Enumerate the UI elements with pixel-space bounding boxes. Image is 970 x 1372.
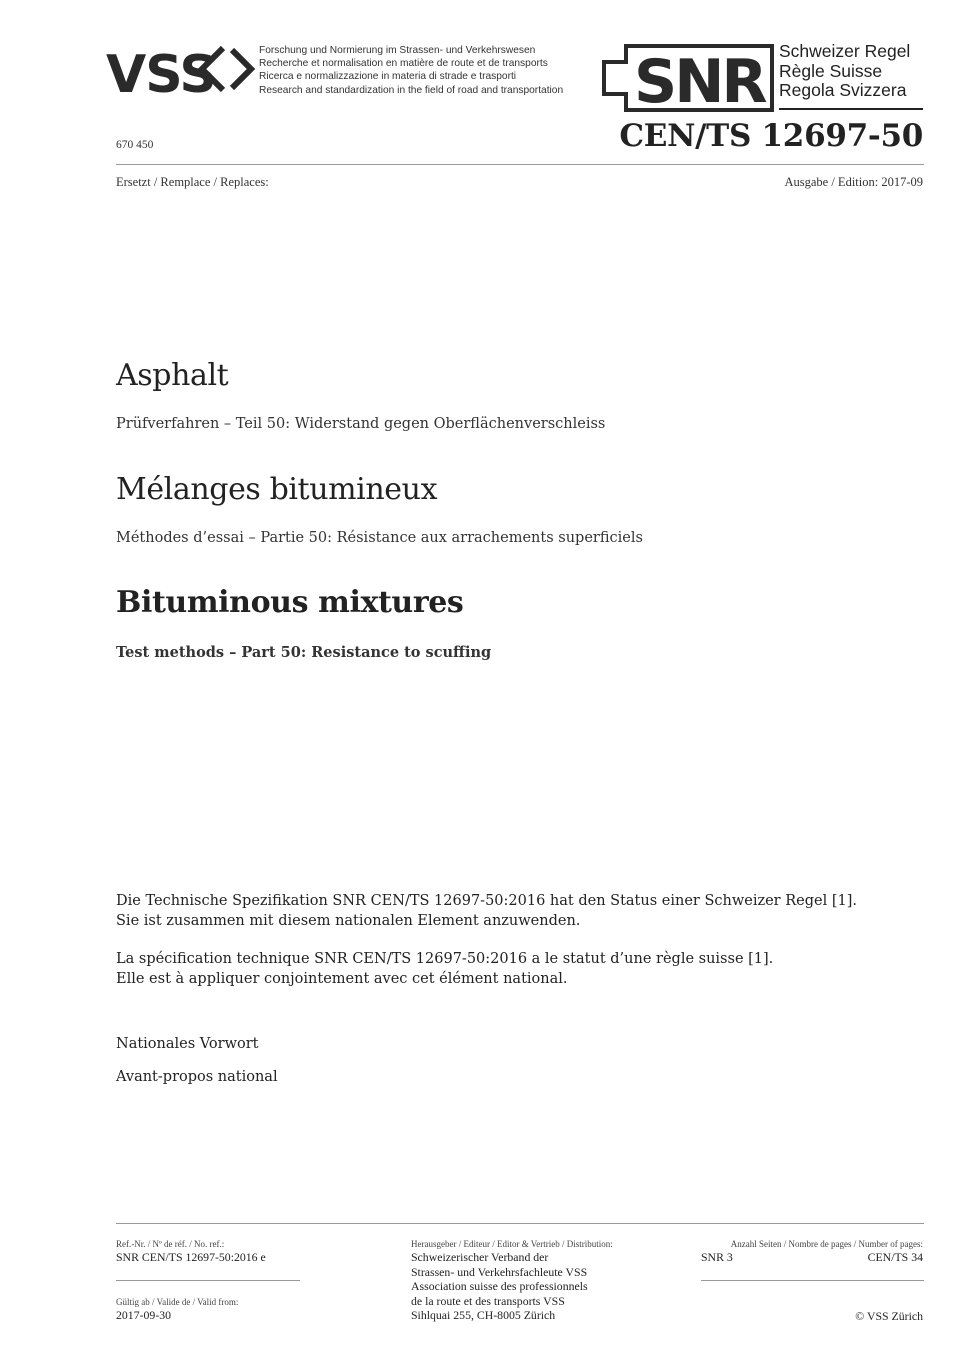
title-french: Mélanges bitumineux	[116, 472, 438, 507]
subtitle-english: Test methods – Part 50: Resistance to scuffing	[116, 644, 492, 661]
publisher-line-3: Association suisse des professionnels	[411, 1279, 588, 1293]
snr-underline	[779, 108, 923, 110]
pages-snr-value: SNR 3	[701, 1250, 733, 1264]
publisher-line-4: de la route et des transports VSS	[411, 1293, 565, 1308]
snr-line-fr: Règle Suisse	[779, 60, 883, 81]
tagline-de: Forschung und Normierung im Strassen- und Verkehrswesen	[259, 45, 536, 56]
snr-logo-text: SNR	[634, 47, 765, 112]
subtitle-french: Méthodes d’essai – Partie 50: Résistance aux arrachements superficiels	[116, 530, 643, 546]
status-fr-line-1: La spécification technique SNR CEN/TS 12697-50:2016 a le statut d’une règle suisse [1].	[116, 951, 774, 967]
status-paragraph-french	[116, 950, 773, 989]
reference-label: Ref.-Nr. / Nº de réf. / No. ref.:	[116, 1239, 225, 1249]
vss-logo	[106, 42, 256, 98]
snr-line-it: Regola Svizzera	[779, 80, 907, 100]
reference-divider	[116, 1280, 300, 1281]
publisher-address	[411, 1250, 588, 1323]
doc-number: 670 450	[116, 139, 154, 151]
snr-logo	[602, 44, 777, 112]
header-divider	[116, 164, 924, 165]
title-english: Bituminous mixtures	[116, 585, 464, 620]
tagline-it: Ricerca e normalizzazione in materia di strade e trasporti	[259, 71, 517, 83]
edition-label: Ausgabe / Edition: 2017-09	[784, 175, 923, 189]
chevron-right-icon	[232, 50, 251, 88]
subtitle-german: Prüfverfahren – Teil 50: Widerstand gegen Oberflächenverschleiss	[116, 416, 606, 432]
status-de-line-1: Die Technische Spezifikation SNR CEN/TS 12697-50:2016 hat den Status einer Schweizer Regel [1].	[116, 893, 857, 909]
tagline-fr: Recherche et normalisation en matière de route et de transports	[259, 58, 548, 70]
snr-line-de: Schweizer Regel	[779, 41, 911, 61]
footer-divider	[116, 1223, 924, 1224]
status-paragraph-german	[116, 892, 857, 931]
replaces-label: Ersetzt / Remplace / Replaces:	[116, 175, 269, 189]
reference-value: SNR CEN/TS 12697-50:2016 e	[116, 1250, 266, 1264]
national-foreword-french: Avant-propos national	[116, 1069, 278, 1085]
pages-divider	[701, 1280, 924, 1281]
valid-from-label: Gültig ab / Valide de / Valid from:	[116, 1297, 239, 1307]
publisher-label: Herausgeber / Editeur / Editor & Vertrieb / Distribution:	[411, 1239, 613, 1249]
vss-tagline	[259, 44, 563, 97]
valid-from-value: 2017-09-30	[116, 1308, 172, 1322]
title-german: Asphalt	[116, 358, 229, 393]
publisher-line-2: Strassen- und Verkehrsfachleute VSS	[411, 1264, 588, 1279]
national-foreword-german: Nationales Vorwort	[116, 1036, 259, 1052]
pages-label: Anzahl Seiten / Nombre de pages / Number of pages:	[730, 1239, 923, 1249]
publisher-line-1: Schweizerischer Verband der	[411, 1250, 549, 1264]
snr-rule-type	[779, 42, 910, 101]
tagline-en: Research and standardization in the field of road and transportation	[259, 84, 564, 96]
vss-logo-text: VSS	[106, 45, 216, 98]
copyright-notice: © VSS Zürich	[855, 1309, 923, 1323]
pages-cen-value: CEN/TS 34	[867, 1250, 923, 1264]
publisher-line-5: Sihlquai 255, CH-8005 Zürich	[411, 1308, 556, 1322]
status-fr-line-2: Elle est à appliquer conjointement avec cet élément national.	[116, 970, 568, 987]
status-de-line-2: Sie ist zusammen mit diesem nationalen Element anzuwenden.	[116, 912, 581, 929]
standard-title: CEN/TS 12697-50	[619, 118, 923, 154]
